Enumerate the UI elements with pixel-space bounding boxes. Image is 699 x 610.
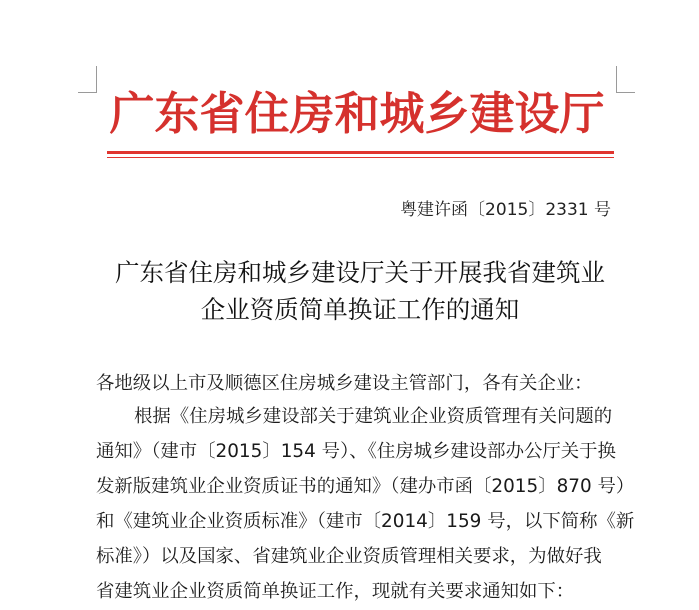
body-line-1: 根据《住房城乡建设部关于建筑业企业资质管理有关问题的: [134, 406, 613, 427]
body-line-3: 发新版建筑业企业资质证书的通知》（建办市函〔2015〕870 号）: [96, 476, 635, 497]
margin-mark-top-left-horizontal: [78, 92, 97, 93]
body-line-6: 省建筑业企业资质简单换证工作，现就有关要求通知如下：: [96, 581, 575, 602]
letterhead-org-name: 广东省住房和城乡建设厅: [109, 87, 605, 140]
body-line-5: 标准》）以及国家、省建筑业企业资质管理相关要求，为做好我: [96, 546, 602, 567]
body-line-4: 和《建筑业企业资质标准》（建市〔2014〕159 号，以下简称《新: [96, 511, 635, 532]
document-addressee: 各地级以上市及顺德区住房城乡建设主管部门，各有关企业：: [96, 373, 593, 394]
margin-mark-top-left-vertical: [96, 66, 97, 93]
margin-mark-top-right-vertical: [616, 66, 617, 93]
document-title-line-1: 广东省住房和城乡建设厅关于开展我省建筑业: [115, 258, 605, 287]
document-title-line-2: 企业资质简单换证工作的通知: [200, 295, 520, 324]
letterhead-rule-thin: [107, 157, 614, 158]
body-line-2: 通知》（建市〔2015〕154 号）、《住房城乡建设部办公厅关于换: [96, 441, 616, 462]
margin-mark-top-right-horizontal: [616, 92, 635, 93]
document-reference-number: 粤建许函〔2015〕2331 号: [400, 200, 611, 220]
letterhead-rule-thick: [107, 151, 614, 154]
